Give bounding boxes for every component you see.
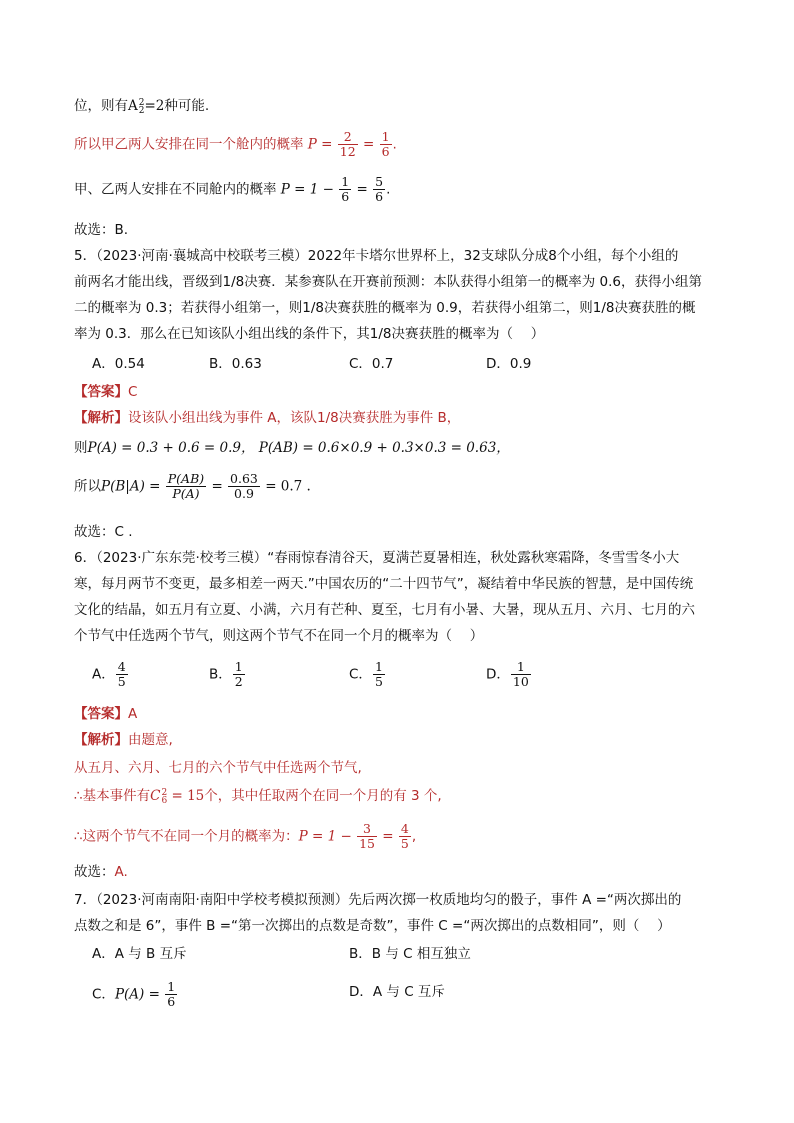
- q5-option-c[interactable]: C．0.7: [349, 356, 394, 372]
- analysis-tag: 【解析】: [74, 410, 128, 426]
- answer-tag: 【答案】: [74, 706, 128, 722]
- q5-option-b[interactable]: B．0.63: [209, 356, 262, 372]
- fraction: $\frac{5}{6}$: [375, 174, 384, 204]
- q6-option-a[interactable]: A． $\frac{4}{5}$: [92, 659, 126, 689]
- q6-option-d[interactable]: D． $\frac{1}{10}$: [486, 659, 529, 689]
- q5-choice: 故选：C .: [74, 524, 133, 540]
- fraction: $\frac{3}{15}$: [359, 821, 375, 851]
- q6-analysis-2: 从五月、六月、七月的六个节气中任选两个节气,: [74, 760, 362, 776]
- q5-stem-2: 前两名才能出线，晋级到1/8决赛．某参赛队在开赛前预测：本队获得小组第一的概率为 0.6，获得小组第: [74, 274, 702, 290]
- q5-option-a[interactable]: A．0.54: [92, 356, 145, 372]
- analysis-prefix: 所以: [74, 478, 101, 495]
- q5-answer: [74, 382, 137, 402]
- q6-stem-4: 个节气中任选两个节气，则这两个节气不在同一个月的概率为（ ）: [74, 628, 484, 644]
- perm-expr: A 2 2 =2: [128, 97, 165, 116]
- q6-analysis-3: [74, 786, 442, 806]
- fraction: $\frac{0.63}{0.9}$: [230, 471, 258, 501]
- prev-line-2-text: 所以甲乙两人安排在同一个舱内的概率: [74, 136, 304, 153]
- analysis-text: 由题意,: [128, 732, 173, 748]
- q5-stem-1: 5．（2023·河南·襄城高中校联考三模）2022年卡塔尔世界杯上，32支球队分成8个小组，每个小组的: [74, 248, 679, 264]
- prev-line-3: 甲、乙两人安排在不同舱内的概率 P = 1 − $\frac{1}{6}$ = $\frac{5}{6}$ .: [74, 174, 391, 204]
- q7-option-c[interactable]: C．P(A) = $\frac{1}{6}$: [92, 979, 176, 1009]
- prev-line-1-text: 位，则有: [74, 98, 128, 114]
- fraction: $\frac{1}{6}$: [381, 129, 390, 159]
- q7-stem-2: 点数之和是 6”，事件 B =“第一次掷出的点数是奇数”，事件 C =“两次掷出的点数相同”，则（ ）: [74, 918, 671, 934]
- fraction: $\frac{4}{5}$: [400, 821, 409, 851]
- prev-line-3-lhs: P = 1 −: [280, 181, 334, 198]
- combination-expr: C 2 6 = 15: [150, 787, 205, 806]
- q6-answer: [74, 704, 137, 724]
- answer-tag: 【答案】: [74, 384, 128, 400]
- analysis-post: 个，其中任取两个在同一个月的有 3 个,: [204, 788, 442, 804]
- analysis-prefix: ∴基本事件有: [74, 788, 151, 804]
- q7-option-a[interactable]: A．A 与 B 互斥: [92, 946, 187, 962]
- q7-stem-1: 7．（2023·河南南阳·南阳中学校考模拟预测）先后两次掷一枚质地均匀的骰子，事件 A =“两次掷出的: [74, 892, 682, 908]
- analysis-rhs: = 0.7 .: [265, 478, 311, 495]
- q5-analysis-3: 所以P(B|A) = $\frac{P(AB)}{P(A)}$ = $\frac{0.63}{0.9}$ = 0.7 .: [74, 471, 311, 501]
- q7-option-b[interactable]: B．B 与 C 相互独立: [349, 946, 471, 962]
- q6-choice: 故选：A.: [74, 864, 128, 880]
- prev-line-3-text: 甲、乙两人安排在不同舱内的概率: [74, 181, 277, 198]
- answer-value: A: [128, 706, 138, 722]
- q5-analysis-2: [74, 438, 510, 458]
- q6-stem-2: 寒，每月两节不变更，最多相差一两天.”中国农历的“二十四节气”，凝结着中华民族的智慧，是中国传统: [74, 576, 694, 592]
- analysis-prefix: 则: [74, 440, 88, 456]
- analysis-tag: 【解析】: [74, 732, 128, 748]
- q7-option-d[interactable]: D．A 与 C 互斥: [349, 984, 445, 1000]
- q6-analysis-4: ∴这两个节气不在同一个月的概率为：P = 1 − $\frac{3}{15}$ = $\frac{4}{5}$ ,: [74, 821, 417, 851]
- q5-stem-3: 二的概率为 0.3；若获得小组第一，则1/8决赛获胜的概率为 0.9，若获得小组第二，则1/8决赛获胜的概: [74, 300, 696, 316]
- q6-stem-1: 6．（2023·广东东莞·校考三模）“春雨惊春清谷天，夏满芒夏暑相连，秋处露秋寒霜降，冬雪雪冬小大: [74, 550, 680, 566]
- analysis-lhs: P = 1 −: [298, 828, 352, 845]
- q5-analysis-1: [74, 408, 460, 428]
- prev-choice: 故选：B.: [74, 222, 129, 238]
- q6-analysis-1: [74, 730, 173, 750]
- prev-line-1: [74, 96, 209, 116]
- fraction: $\frac{P(AB)}{P(A)}$: [167, 471, 205, 501]
- q5-option-d[interactable]: D．0.9: [486, 356, 532, 372]
- fraction: $\frac{2}{12}$: [339, 129, 356, 159]
- answer-value: C: [128, 384, 138, 400]
- analysis-text: 设该队小组出线为事件 A，该队1/8决赛获胜为事件 B，: [128, 410, 461, 426]
- prev-line-1-tail: 种可能.: [164, 98, 210, 114]
- q6-option-c[interactable]: C． $\frac{1}{5}$: [349, 659, 383, 689]
- q6-option-b[interactable]: B． $\frac{1}{2}$: [209, 659, 243, 689]
- prev-line-2: 所以甲乙两人安排在同一个舱内的概率 P = $\frac{2}{12}$ = $\frac{1}{6}$ .: [74, 129, 397, 159]
- analysis-expr: P(A) = 0.3 + 0.6 = 0.9， P(AB) = 0.6×0.9 + 0.3×0.3 = 0.63，: [87, 440, 510, 456]
- q5-stem-4: 率为 0.3．那么在已知该队小组出线的条件下，其1/8决赛获胜的概率为（ ）: [74, 326, 545, 342]
- q6-stem-3: 文化的结晶，如五月有立夏、小满，六月有芒种、夏至，七月有小暑、大暑，现从五月、六月、七月的六: [74, 602, 695, 618]
- analysis-lhs: P(B|A) =: [101, 478, 161, 495]
- prev-line-2-lhs: P =: [307, 136, 333, 153]
- fraction: $\frac{1}{6}$: [341, 174, 350, 204]
- analysis-prefix: ∴这两个节气不在同一个月的概率为：: [74, 828, 299, 845]
